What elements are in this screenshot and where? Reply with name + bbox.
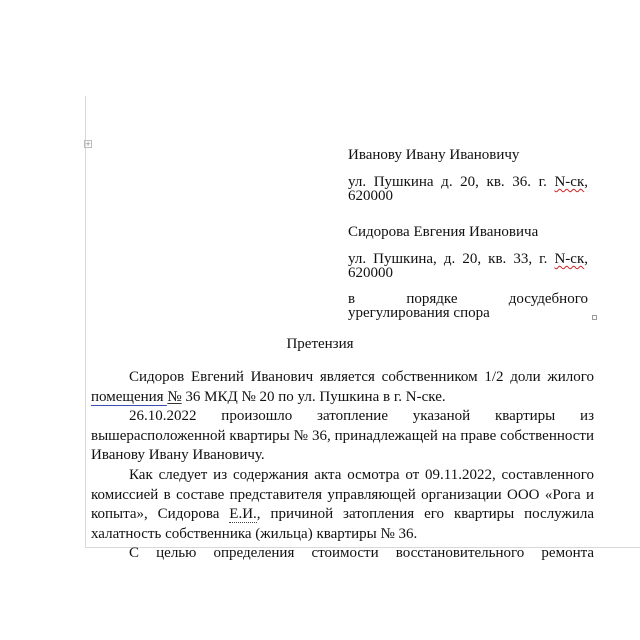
sender-name: Сидорова Евгения Ивановича xyxy=(348,224,539,240)
underlined-number-sign: № xyxy=(167,388,182,405)
body-line: Как следует из содержания акта осмотра от 09.11.2022, составленного xyxy=(129,466,594,483)
sender-address xyxy=(348,252,588,280)
spellcheck-word: N-ск xyxy=(554,251,585,267)
body-line: Иванову Ивану Ивановичу. xyxy=(91,447,265,464)
body-line: халатность собственника (жильца) квартиры № 36. xyxy=(91,525,418,542)
body-line: 26.10.2022 произошло затопление указаной квартиры из xyxy=(129,408,594,425)
body-line: Сидоров Евгений Иванович является собственником 1/2 доли жилого xyxy=(129,369,594,385)
pretrial-note-line1: в порядке досудебного xyxy=(348,291,588,307)
body-line: комиссией в составе представителя управляющей организации ООО «Рога и xyxy=(91,486,594,503)
body-fragment: , причиной затопления его квартиры послужила xyxy=(256,506,595,523)
underlined-initials: Е.И. xyxy=(229,506,257,523)
body-line xyxy=(91,505,594,525)
spellcheck-word: N-ск xyxy=(554,174,585,190)
table-resize-handle-icon[interactable] xyxy=(592,315,597,320)
recipient-address-line1: ул. Пушкина д. 20, кв. 36. г. N-ск, xyxy=(348,174,588,190)
body-line: вышерасположенной квартиры № 36, принадлежащей на праве собственности xyxy=(91,427,594,444)
underlined-word: помещения xyxy=(91,388,168,405)
body-fragment: копыта», Сидорова xyxy=(91,506,230,523)
recipient-name: Иванову Ивану Ивановичу xyxy=(348,147,520,163)
body-line: С целью определения стоимости восстановительного ремонта xyxy=(129,545,594,562)
pretrial-note xyxy=(348,292,588,320)
document-title: Претензия xyxy=(286,336,354,352)
sender-block xyxy=(348,225,588,239)
recipient-address-line2: 620000 xyxy=(348,188,393,204)
document-body xyxy=(91,368,594,564)
recipient-block xyxy=(348,148,588,162)
sender-address-line2: 620000 xyxy=(348,265,393,281)
pretrial-note-line2: урегулирования спора xyxy=(348,305,490,321)
table-move-handle-icon[interactable] xyxy=(84,140,92,148)
body-line xyxy=(91,388,594,408)
body-fragment: 36 МКД № 20 по ул. Пушкина в г. N-ске. xyxy=(181,388,446,405)
sender-address-line1: ул. Пушкина, д. 20, кв. 33, г. N-ск, xyxy=(348,251,588,267)
recipient-address xyxy=(348,175,588,203)
